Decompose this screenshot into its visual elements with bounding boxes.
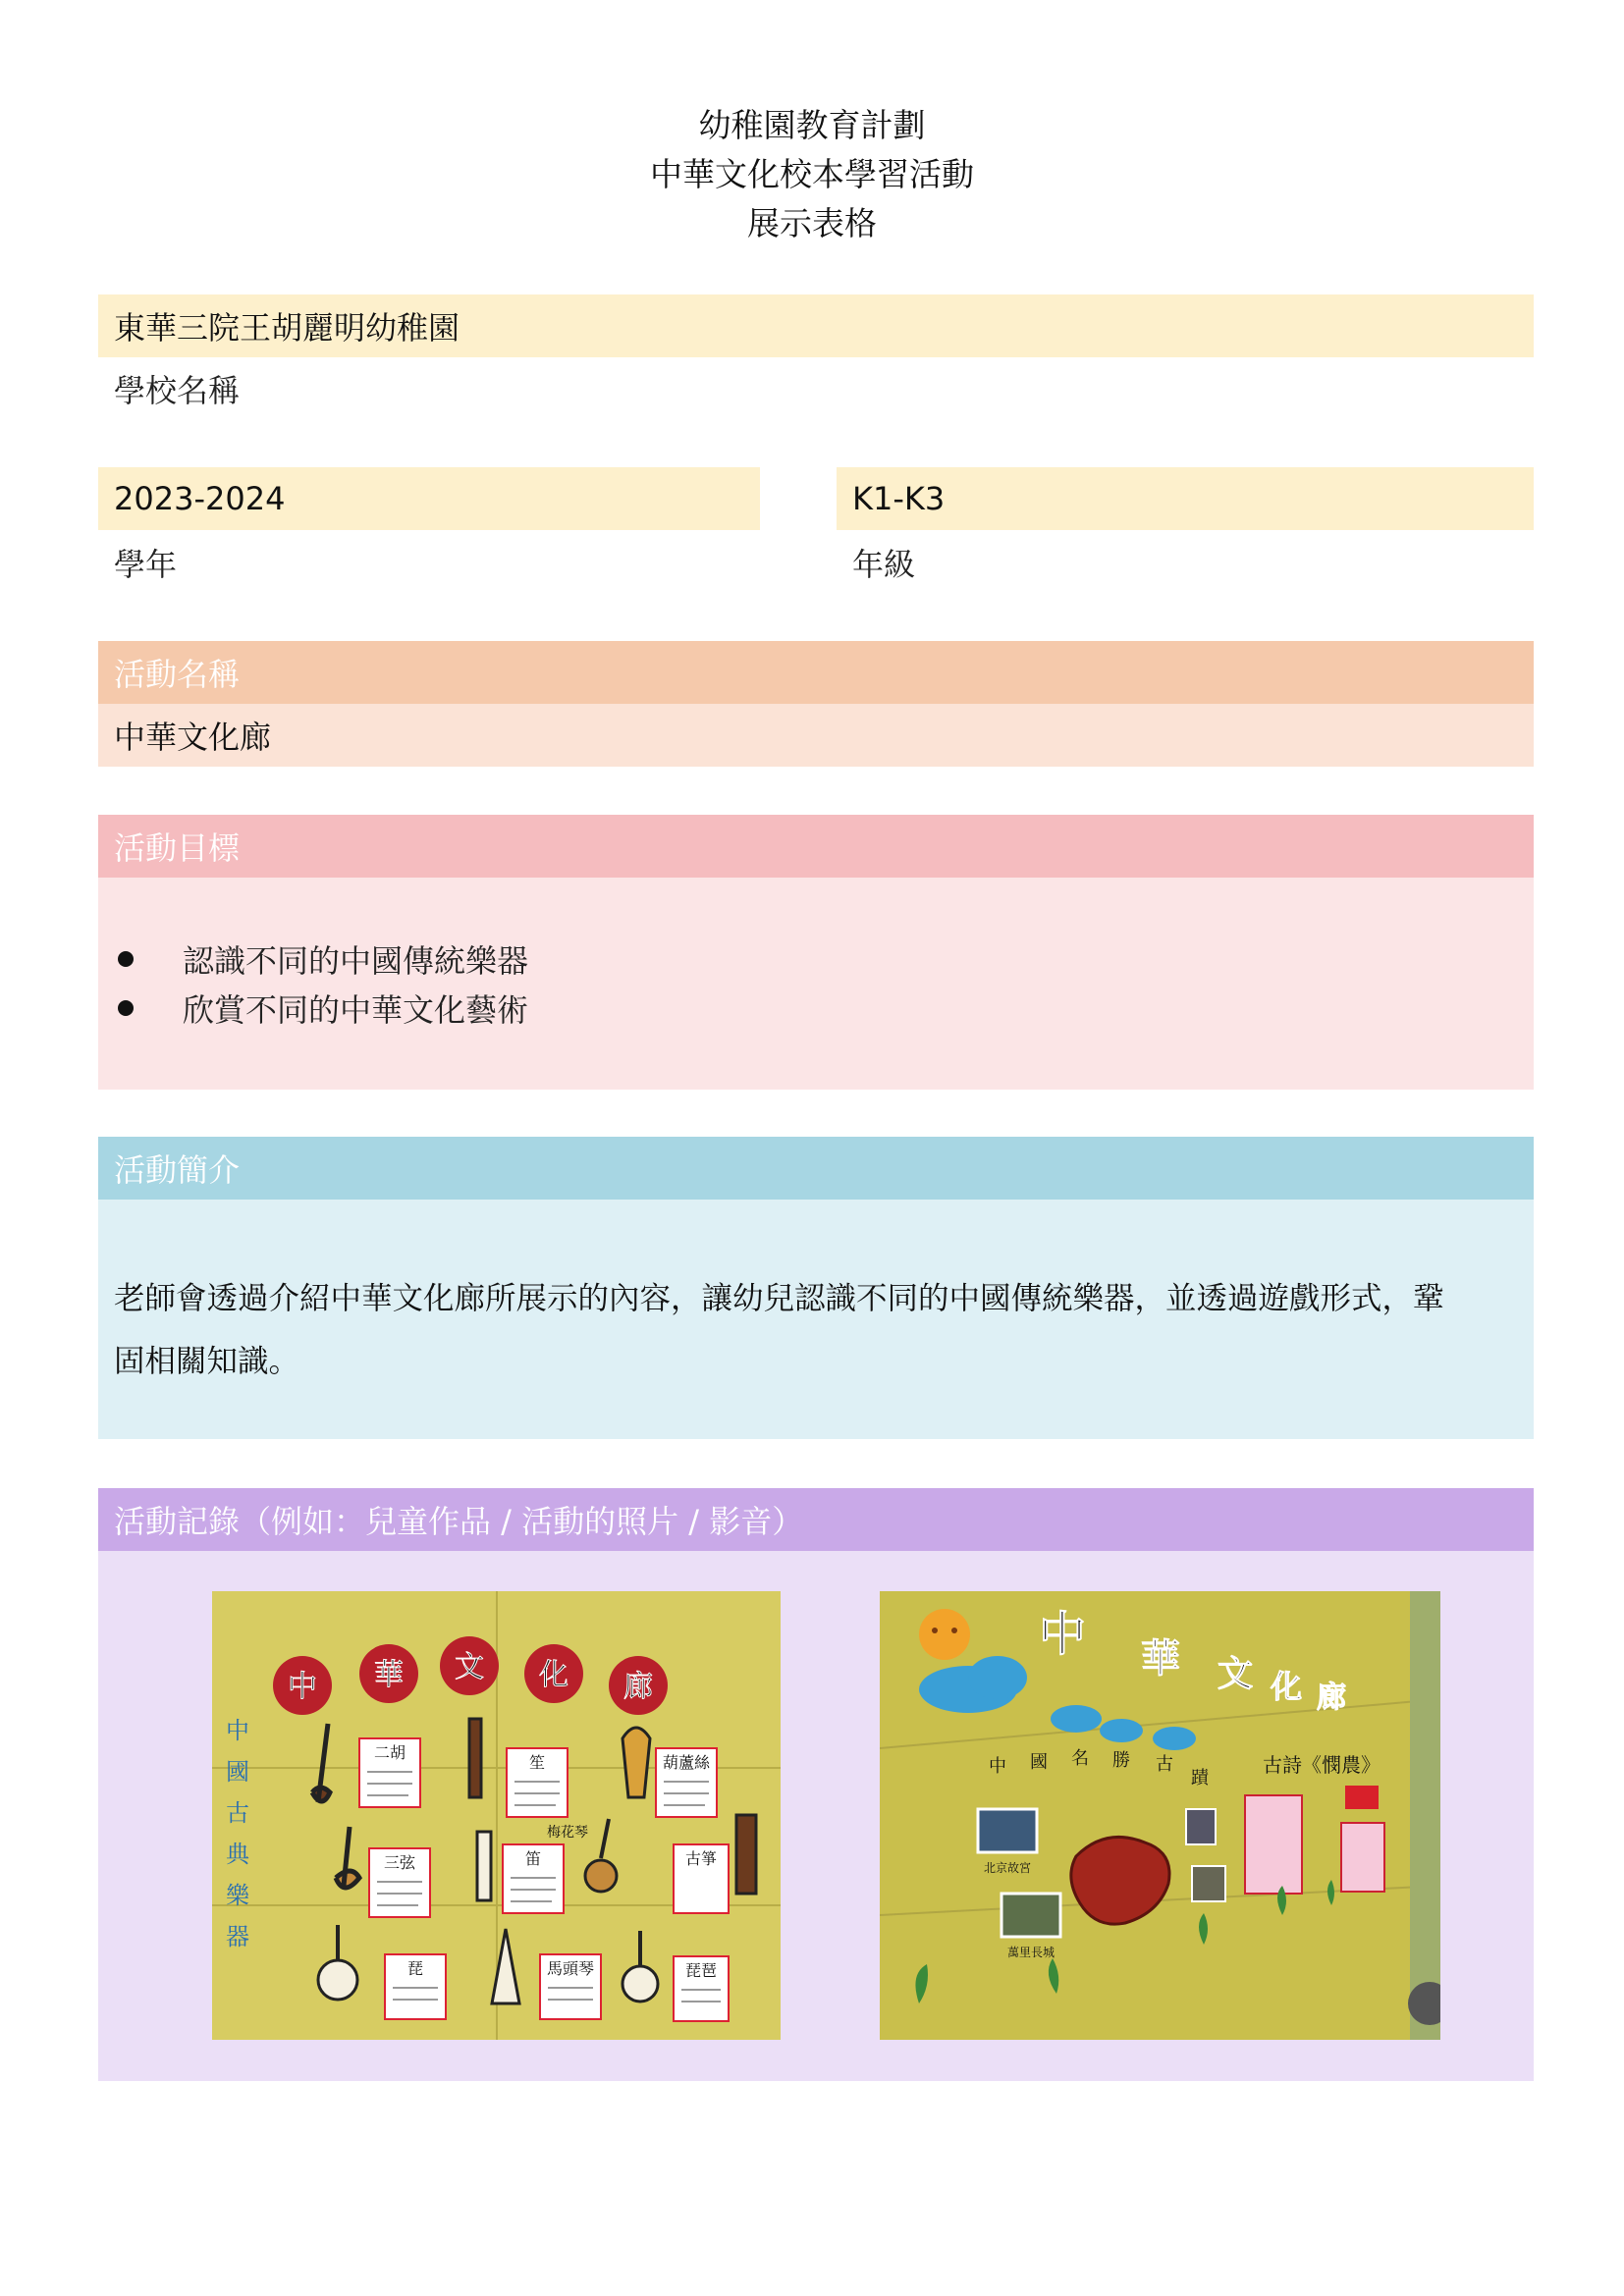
dizi-icon [477,1832,491,1900]
instrument-label: 笛 [524,1849,542,1868]
pipa-icon [623,1966,658,2002]
objective-text: 欣賞不同的中華文化藝術 [183,991,529,1029]
title-char: 文 [1217,1654,1254,1694]
grade-label: 年級 [852,546,916,583]
side-char: 典 [226,1841,249,1868]
row-char: 古 [1156,1754,1173,1775]
objective-text: 認識不同的中國傳統樂器 [183,942,529,980]
row-char: 國 [1030,1752,1048,1773]
side-char: 古 [226,1799,249,1827]
hulusi-icon [623,1728,650,1797]
title-char: 廊 [623,1670,653,1704]
instrument-label: 古箏 [684,1849,718,1868]
bullet-icon [118,951,134,967]
photo-instrument-wall [212,1591,781,2040]
instrument-label: 琵琶 [684,1961,718,1980]
activity-name-heading: 活動名稱 [98,641,1534,704]
intro-body [98,1200,1534,1439]
photo-caption: 萬里長城 [1006,1946,1056,1959]
objectives-body [98,878,1534,1090]
instrument-label: 三弦 [383,1853,416,1872]
objectives-heading: 活動目標 [98,815,1534,878]
sheng-icon [469,1719,481,1797]
side-char: 樂 [226,1882,249,1909]
school-year-label: 學年 [114,546,178,583]
title-char: 華 [1141,1636,1180,1682]
grade-field: K1-K3 [837,467,1534,530]
records-heading: 活動記錄（例如：兒童作品 / 活動的照片 / 影音） [98,1488,1534,1551]
instrument-label: 笙 [528,1753,546,1772]
instrument-label: 馬頭琴 [546,1959,595,1978]
greatwall-photo [1001,1894,1060,1937]
side-char: 器 [226,1923,249,1950]
activity-name-value: 中華文化廊 [98,704,1534,767]
intro-heading: 活動簡介 [98,1137,1534,1200]
gugong-photo [978,1809,1037,1852]
side-char: 國 [226,1758,249,1786]
title-char: 文 [455,1650,484,1684]
instrument-label: 琵 [406,1959,424,1978]
poem-label: 古詩《憫農》 [1263,1753,1380,1777]
objective-item [98,984,528,1033]
info-card [1341,1823,1384,1892]
landmark-photo [1186,1809,1216,1844]
poem-card [1245,1795,1302,1894]
row-char: 名 [1071,1748,1089,1769]
side-char: 中 [226,1717,249,1744]
doc-title-line-1: 幼稚園教育計劃 [698,106,926,144]
bullet-icon [118,1000,134,1016]
row-char: 勝 [1112,1750,1130,1771]
flag-icon [1345,1786,1379,1809]
photo-instrument-wall-graphic [212,1591,781,2040]
ruan-icon [585,1860,617,1892]
title-char: 中 [288,1670,317,1704]
landmark-photo [1192,1866,1225,1901]
pipa-icon [318,1960,357,2000]
instrument-label: 梅花琴 [547,1825,588,1841]
sun-icon [919,1609,970,1660]
title-char: 中 [1038,1607,1087,1662]
photo-caption: 北京故宮 [983,1861,1032,1875]
objective-item [98,934,528,984]
title-char: 化 [539,1658,568,1692]
title-char: 華 [374,1658,404,1692]
doc-title-line-3: 展示表格 [747,204,877,242]
title-char: 廊 [1317,1681,1346,1715]
intro-text-line-2: 固相關知識。 [114,1344,300,1379]
instrument-label: 葫蘆絲 [662,1753,711,1772]
instrument-label: 二胡 [373,1743,406,1762]
row-char: 蹟 [1191,1768,1209,1789]
school-name-field: 東華三院王胡麗明幼稚園 [98,294,1534,357]
doc-title-line-2: 中華文化校本學習活動 [650,155,974,193]
school-name-label: 學校名稱 [114,372,241,409]
row-char: 中 [989,1756,1006,1777]
intro-text-line-1: 老師會透過介紹中華文化廊所展示的內容，讓幼兒認識不同的中國傳統樂器，並透過遊戲形式，鞏 [114,1281,1444,1316]
title-char: 化 [1270,1668,1303,1705]
photo-culture-wall-graphic [880,1591,1440,2040]
school-year-field: 2023-2024 [98,467,760,530]
guzheng-icon [736,1815,756,1894]
photo-culture-wall [880,1591,1440,2040]
